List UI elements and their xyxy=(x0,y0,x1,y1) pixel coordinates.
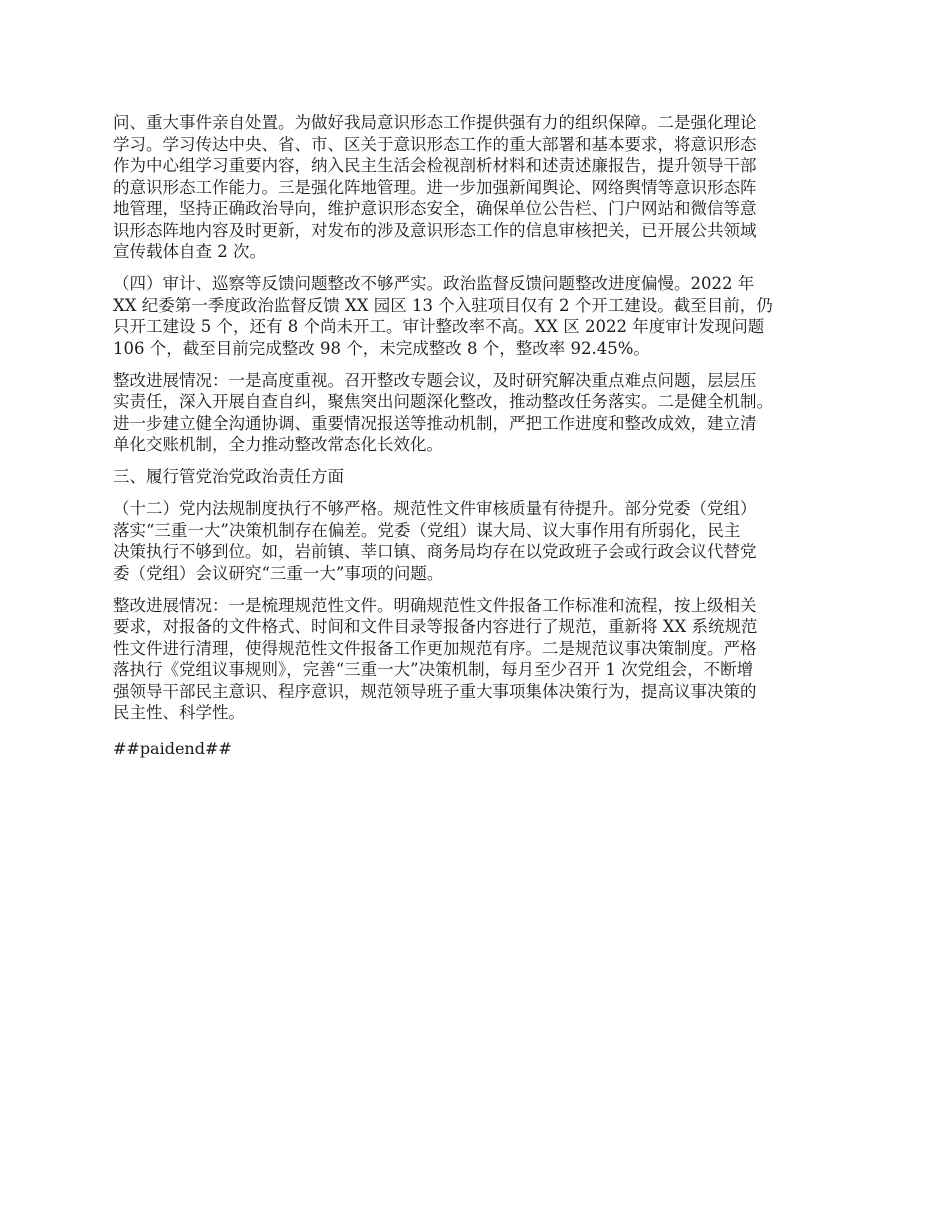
paragraph-ideology-work: 问、重大事件亲自处置。为做好我局意识形态工作提供强有力的组织保障。二是强化理论 学习。学习传达中央、省、市、区关于意识形态工作的重大部署和基本要求，将意识形态 作为中心组学习重要内容，纳入民主生活会检视剖析材料和述责述廉报告，提升领导干部 的意识形态工作能力。三是强化阵地管理。进一步加强新闻舆论、网络舆情等意识形态阵 地管理，坚持正确政治导向，维护意识形态安全，确保单位公告栏、门户网站和微信等意 识形态阵地内容及时更新，对发布的涉及意识形态工作的信息审核把关，已开展公共领域 宣传载体自查 2 次。 xyxy=(113,113,757,261)
paragraph-rectification-progress-1: 整改进展情况：一是高度重视。召开整改专题会议，及时研究解决重点难点问题，层层压 实责任，深入开展自查自纠，聚焦突出问题深化整改，推动整改任务落实。二是健全机制。 进一步建立健全沟通协调、重要情况报送等推动机制，严把工作进度和整改成效，建立清 单化交账机制，全力推动整改常态化长效化。 xyxy=(113,370,773,454)
paragraph-audit-feedback: （四）审计、巡察等反馈问题整改不够严实。政治监督反馈问题整改进度偏慢。2022 年 XX 纪委第一季度政治监督反馈 XX 园区 13 个入驻项目仅有 2 个开工建设。截至目前，仍 只开工建设 5 个，还有 8 个尚未开工。审计整改率不高。XX 区 2022 年度审计发现问题 106 个，截至目前完成整改 98 个，未完成整改 8 个，整改率 92.45%。 xyxy=(113,274,773,358)
paragraph-rectification-progress-2: 整改进展情况：一是梳理规范性文件。明确规范性文件报备工作标准和流程，按上级相关 要求，对报备的文件格式、时间和文件目录等报备内容进行了规范，重新将 XX 系统规范 性文件进行清理，使得规范性文件报备工作更加规范有序。二是规范议事决策制度。严格 落执行《党组议事规则》，完善“三重一大”决策机制，每月至少召开 1 次党组会，不断增 强领导干部民主意识、程序意识，规范领导班子重大事项集体决策行为，提高议事决策的 民主性、科学性。 xyxy=(113,595,758,722)
end-marker: ##paidend## xyxy=(113,738,232,758)
document-body xyxy=(113,112,848,770)
paragraph-party-regulations: （十二）党内法规制度执行不够严格。规范性文件审核质量有待提升。部分党委（党组） 落实“三重一大”决策机制存在偏差。党委（党组）谋大局、议大事作用有所弱化，民主 决策执行不够到位。如，岩前镇、莘口镇、商务局均存在以党政班子会或行政会议代替党 委（党组）会议研究“三重一大”事项的问题。 xyxy=(113,499,757,583)
section-heading: 三、履行管党治党政治责任方面 xyxy=(113,467,344,486)
